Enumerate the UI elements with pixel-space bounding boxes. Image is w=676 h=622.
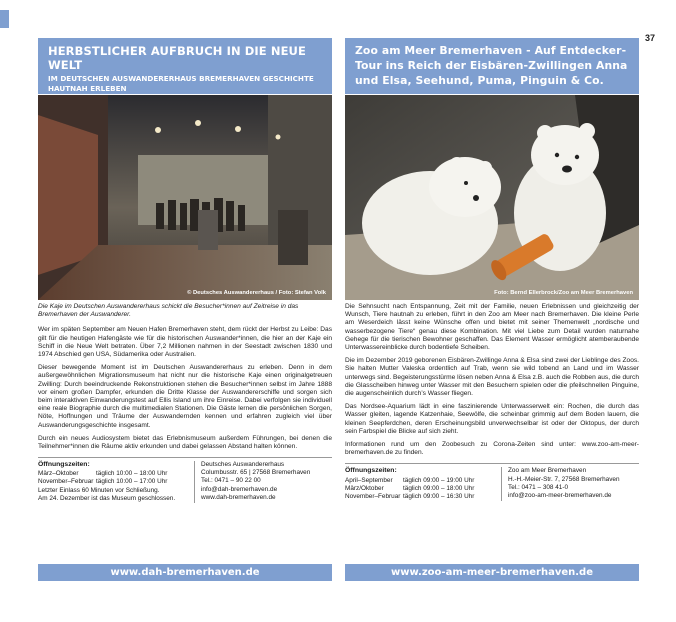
photo-credit: Foto: Bernd Ellerbrock/Zoo am Meer Bremerhaven bbox=[494, 290, 633, 296]
article-header bbox=[38, 38, 332, 94]
section-tab-marker bbox=[0, 10, 9, 28]
body-paragraph: Die im Dezember 2019 geborenen Eisbären-Zwillinge Anna & Elsa sind zwei der Lieblinge des Zoos. Sie halten Mutter Valeska ordentlich auf Trab, wenn sie wild tobend an Land und im Wasser unterwegs sind. Begeisterungsstürme lösen neben Anna & Elsa z.B. auch die Robben aus, die durch die Glasscheiben hinweg unter Wasser mit den Besuchern spielen oder die pfeilschnellen Pinguine, die augenscheinlich durch’s Wasser fliegen. bbox=[345, 357, 639, 398]
hours-row: November–Februar täglich 10:00 – 17:00 Uhr bbox=[38, 478, 168, 486]
article-subtitle: IM DEUTSCHEN AUSWANDERERHAUS BREMERHAVEN GESCHICHTE HAUTNAH ERLEBEN bbox=[48, 74, 314, 93]
museum-hall-illustration bbox=[38, 95, 332, 300]
contact-phone: Tel.: 0471 – 90 22 00 bbox=[201, 477, 261, 485]
contact-phone: Tel.: 0471 – 308 41-0 bbox=[508, 483, 569, 491]
contact-email[interactable]: info@dah-bremerhaven.de bbox=[201, 485, 278, 493]
contact-address: Columbusstr. 65 | 27568 Bremerhaven bbox=[201, 469, 311, 477]
article-body bbox=[38, 326, 332, 451]
body-paragraph: Das Nordsee-Aquarium lädt in eine faszinierende Unterwasserwelt ein: Rochen, die durch das Wasser gleiten, lagende Katzenhaie, Seewölfe, die scheinbar grimmig auf dem Boden lauern, die kleinen Seepferdchen, deren Erscheinungsbild unverwechselbar ist oder der Oktopus, der durch sein Farbspiel die Blicke auf sich zieht. bbox=[345, 403, 639, 435]
hours-note: Am 24. Dezember ist das Museum geschlossen. bbox=[38, 494, 176, 502]
hours-row: März–Oktober täglich 10:00 – 18:00 Uhr bbox=[38, 470, 168, 478]
photo-caption: Die Kaje im Deutschen Auswandererhaus schickt die Besucher*innen auf Zeitreise in das Bremerhaven der Auswanderer. bbox=[38, 303, 299, 319]
museum-hall-photo bbox=[38, 95, 332, 300]
article-zoo-am-meer bbox=[345, 38, 639, 501]
opening-hours-title: Öffnungszeiten: bbox=[345, 467, 397, 475]
article-header bbox=[345, 38, 639, 94]
article-auswandererhaus bbox=[38, 38, 332, 503]
photo-credit: © Deutsches Auswandererhaus / Foto: Stefan Volk bbox=[187, 290, 326, 296]
visitor-info bbox=[345, 463, 639, 500]
article-title: HERBSTLICHER AUFBRUCH IN DIE NEUE WELT bbox=[48, 44, 306, 72]
article-body bbox=[345, 303, 639, 457]
opening-hours bbox=[38, 461, 188, 502]
visitor-info bbox=[38, 457, 332, 502]
body-paragraph: Informationen rund um den Zoobesuch zu Corona-Zeiten sind unter: www.zoo-am-meer-bremerhaven.de zu finden. bbox=[345, 441, 639, 457]
polar-bear-illustration bbox=[345, 95, 639, 300]
article-title: Zoo am Meer Bremerhaven - Auf Entdecker-Tour ins Reich der Eisbären-Zwillingen Anna und Elsa, Seehund, Puma, Pinguin & Co. bbox=[355, 44, 628, 87]
contact-address: H.-H.-Meier-Str. 7, 27568 Bremerhaven bbox=[508, 475, 620, 483]
hours-row: März/Oktober täglich 09:00 – 18:00 Uhr bbox=[345, 484, 475, 492]
contact-website[interactable]: www.dah-bremerhaven.de bbox=[201, 493, 276, 501]
contact-email[interactable]: info@zoo-am-meer-bremerhaven.de bbox=[508, 491, 612, 499]
opening-hours bbox=[345, 467, 495, 500]
body-paragraph: Dieser bewegende Moment ist im Deutschen Auswandererhaus zu erleben. Denn in dem außergewöhnlichen Migrationsmuseum hat nicht nur die historische Kaje einen originalgetreuen Zwilling: Durch beeindruckende Rekonstruktionen stehen die Besucher*innen selbst im Jahre 1888 vor einem großen Dampfer, erkunden die Dritte Klasse der Auswandererschiffe und sorgen sich beim interaktiven Einwanderungstest auf Ellis Island um ihre Einreise. Dabei verfolgen sie individuell eine reale Biographie durch die multimedialen Stationen. Die Gäste lernen die persönlichen Sorgen, Nöte, Hoffnungen und Träume der Auswandernden kennen und erfahren zugleich viel über Auswanderungsgeschichte insgesamt. bbox=[38, 364, 332, 429]
website-banner-zoo[interactable]: www.zoo-am-meer-bremerhaven.de bbox=[345, 564, 639, 581]
body-paragraph: Durch ein neues Audiosystem bietet das Erlebnismuseum außerdem Führungen, bei denen die Teilnehmer*innen die Räume aktiv erkunden und dabei gelassen Abstand halten können. bbox=[38, 434, 332, 451]
contact-block bbox=[501, 467, 620, 500]
hours-row: November–Februar täglich 09:00 – 16:30 Uhr bbox=[345, 492, 475, 500]
polar-bear-photo bbox=[345, 95, 639, 300]
opening-hours-title: Öffnungszeiten: bbox=[38, 461, 90, 469]
body-paragraph: Wer im späten September am Neuen Hafen Bremerhaven steht, dem rückt der Herbst zu Leibe: Das gilt für die heutigen Hafengäste wie für die historischen Auswander*innen, die hier an der Kaje ein Schiff in die Neue Welt betraten. Über 7,2 Millionen nahmen in der Seestadt zwischen 1830 und 1974 Abschied gen USA, Südamerika oder Australien. bbox=[38, 326, 332, 359]
contact-name: Deutsches Auswandererhaus bbox=[201, 461, 285, 469]
contact-name: Zoo am Meer Bremerhaven bbox=[508, 467, 587, 475]
hours-row: April–September täglich 09:00 – 19:00 Uhr bbox=[345, 476, 475, 484]
hours-note: Letzter Einlass 60 Minuten vor Schließung. bbox=[38, 486, 160, 494]
contact-block bbox=[194, 461, 310, 502]
website-banner-dah[interactable]: www.dah-bremerhaven.de bbox=[38, 564, 332, 581]
page-number: 37 bbox=[645, 33, 656, 43]
body-paragraph: Die Sehnsucht nach Entspannung, Zeit mit der Familie, neuen Erlebnissen und gleichzeitig der Wunsch, Tiere hautnah zu erleben, führt in den Zoo am Meer nach Bremerhaven. Die kleine Perle am Weserdeich lässt keine Wünsche offen und bietet mit seiner Themenwelt „nordische und wasserbezogene Tiere“ genau diese Kombination. Mit viel Liebe zum Detail wurden naturnahe Gehege für die tierischen Bewohner geschaffen. Das Element Wasser ermöglicht atemberaubende Unterwassereinblicke durch bodentiefe Scheiben. bbox=[345, 303, 639, 352]
